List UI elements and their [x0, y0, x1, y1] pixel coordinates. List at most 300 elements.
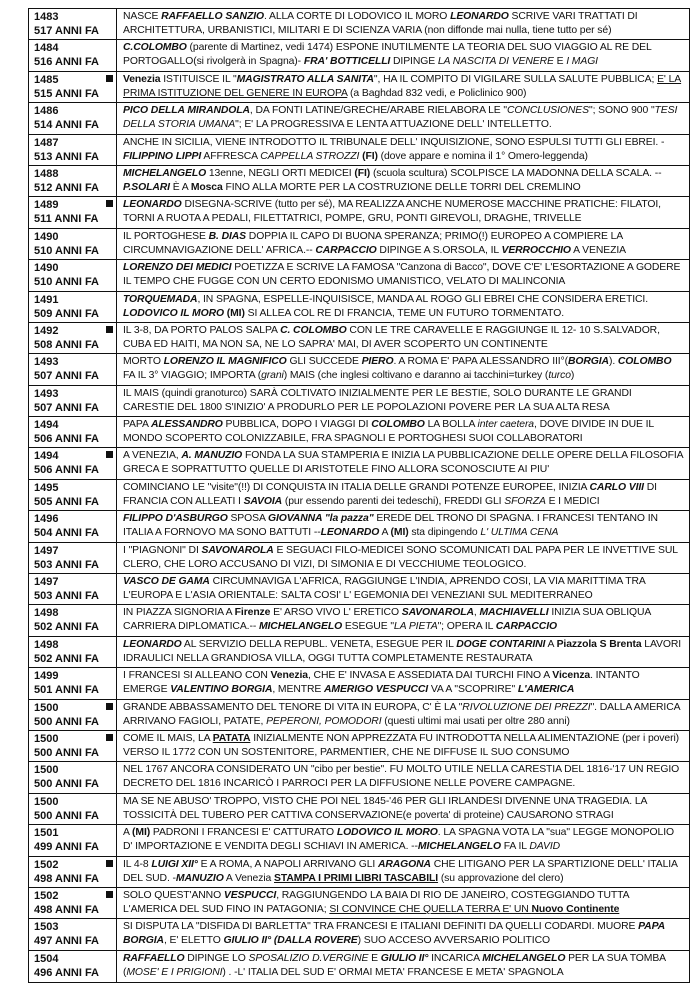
text-segment: MANUZIO	[175, 872, 224, 884]
year-label: 1490	[34, 230, 59, 243]
year-cell	[29, 637, 117, 667]
year-cell	[29, 72, 117, 102]
text-segment: DI FRANCIA CON ALLEATI I	[123, 481, 657, 507]
text-segment: SOLO QUEST'ANNO	[123, 889, 224, 901]
text-segment: ) . -L' ITALIA DEL SUD E' ORMAI META' FRANCESE E META' SPAGNOLA	[222, 966, 564, 978]
text-segment: ESEGUE "	[342, 621, 394, 633]
square-bullet-icon	[106, 200, 113, 207]
text-segment: ARAGONA	[377, 858, 431, 870]
text-segment: FILIPPINO LIPPI	[123, 150, 202, 162]
year-cell	[29, 951, 117, 982]
table-row	[29, 40, 689, 71]
text-segment: MICHELANGELO	[482, 952, 566, 964]
text-segment: LODOVICO IL MORO	[336, 827, 438, 839]
text-segment: 13enne, NEGLI ORTI MEDICEI	[206, 167, 355, 179]
event-description	[117, 574, 689, 604]
text-segment: CARPACCIO	[495, 621, 557, 633]
year-cell	[29, 605, 117, 635]
text-segment: , IN SPAGNA, ESPELLE-INQUISISCE, MANDA AL ROGO GLI EBREI CHE CONSIDERA ERETICI.	[197, 293, 648, 305]
years-ago-label: 507 ANNI FA	[34, 401, 100, 414]
event-description	[117, 888, 689, 918]
years-ago-label: 502 ANNI FA	[34, 621, 100, 634]
text-segment: VASCO DE GAMA	[123, 576, 210, 588]
year-label: 1500	[34, 764, 59, 777]
text-segment: GRANDE ABBASSAMENTO DEL TENORE DI VITA IN EUROPA, C' È LA "	[123, 701, 463, 713]
table-row	[29, 637, 689, 668]
text-segment: , CHE E' INVASA E ASSEDIATA DAI TURCHI FINO A	[307, 670, 553, 682]
table-row	[29, 323, 689, 354]
text-segment: LEONARDO	[450, 11, 509, 22]
text-segment: GLI SUCCEDE	[286, 356, 362, 368]
years-ago-label: 498 ANNI FA	[34, 903, 100, 916]
event-description	[117, 229, 689, 259]
year-label: 1493	[34, 387, 59, 400]
square-bullet-icon	[106, 860, 113, 867]
text-segment: PICO DELLA MIRANDOLA	[123, 105, 250, 117]
text-segment: I MAGI	[566, 56, 598, 68]
text-segment: IL PORTOGHESE	[123, 230, 209, 242]
text-segment: COLOMBO	[617, 356, 672, 368]
text-segment: GIULIO II°	[380, 952, 429, 964]
text-segment: MACHIAVELLI	[479, 607, 549, 619]
event-description	[117, 72, 689, 102]
text-segment: LORENZO DEI MEDICI	[123, 262, 232, 274]
text-segment: . ALLA CORTE DI LODOVICO IL MORO	[263, 11, 451, 22]
square-bullet-icon	[106, 451, 113, 458]
event-description	[117, 260, 689, 290]
year-cell	[29, 448, 117, 478]
event-description	[117, 135, 689, 165]
table-row	[29, 103, 689, 134]
event-description	[117, 825, 689, 855]
text-segment: A Venezia	[223, 872, 275, 884]
years-ago-label: 513 ANNI FA	[34, 150, 100, 163]
text-segment: (a Baghdad 832 vedi, e Policlinico 900)	[347, 87, 527, 99]
table-row	[29, 197, 689, 228]
text-segment: C. COLOMBO	[280, 324, 347, 336]
table-row	[29, 731, 689, 762]
year-cell	[29, 386, 117, 416]
years-ago-label: 500 ANNI FA	[34, 746, 100, 759]
text-segment: LORENZO IL MAGNIFICO	[163, 356, 287, 368]
years-ago-label: 503 ANNI FA	[34, 558, 100, 571]
text-segment: ". DALLA AMERICA ARRIVANO FAGIOLI, PATATE,	[123, 701, 680, 727]
years-ago-label: 500 ANNI FA	[34, 809, 100, 822]
event-description	[117, 9, 689, 39]
text-segment: E I MEDICI	[545, 495, 600, 507]
text-segment: DIPINGE A S.ORSOLA, IL	[376, 244, 502, 256]
text-segment: A	[545, 638, 557, 650]
text-segment: C.COLOMBO	[123, 42, 187, 54]
year-label: 1498	[34, 638, 59, 651]
years-ago-label: 517 ANNI FA	[34, 25, 100, 37]
text-segment: , E' ELETTO	[163, 935, 224, 947]
table-row	[29, 762, 689, 793]
text-segment: "; OPERA IL	[437, 621, 496, 633]
text-segment: B. DIAS	[208, 230, 247, 242]
text-segment: A VENEZIA	[570, 244, 626, 256]
year-label: 1497	[34, 576, 59, 589]
square-bullet-icon	[106, 75, 113, 82]
year-cell	[29, 511, 117, 541]
text-segment: (FI)	[354, 167, 371, 179]
text-segment: MOSE' E I PRIGIONI	[126, 966, 223, 978]
text-segment: NASCE	[123, 11, 162, 22]
text-segment: CARLO VIII	[589, 481, 644, 493]
year-cell	[29, 354, 117, 384]
table-row	[29, 668, 689, 699]
text-segment: È A	[169, 181, 191, 193]
year-label: 1487	[34, 136, 59, 149]
text-segment: L' ULTIMA CENA	[480, 527, 559, 539]
text-segment: PER LA SUA TOMBA (	[123, 952, 666, 978]
text-segment: grani	[261, 370, 284, 382]
year-cell	[29, 197, 117, 227]
text-segment: DAVID	[529, 841, 561, 853]
year-label: 1497	[34, 544, 59, 557]
text-segment: MICHELANGELO	[417, 841, 501, 853]
text-segment: GIULIO II° (DALLA ROVERE	[223, 935, 358, 947]
text-segment: ANCHE IN SICILIA, VIENE INTRODOTTO IL TRIBUNALE DELL' INQUISIZIONE, SONO ESPULSI TUTTI GLI EBREI. -	[123, 136, 665, 148]
text-segment: Venezia	[270, 670, 308, 682]
event-description	[117, 417, 689, 447]
text-segment: MICHELANGELO	[123, 167, 207, 179]
years-ago-label: 504 ANNI FA	[34, 527, 100, 540]
text-segment: COLOMBO	[371, 419, 425, 431]
text-segment: (FI)	[362, 150, 378, 162]
text-segment: LA PIETA	[393, 621, 438, 633]
year-label: 1501	[34, 827, 59, 840]
text-segment: DISEGNA-SCRIVE (tutto per sé), MA REALIZZA ANCHE NUMEROSE MACCHINE PRATICHE: FILATOI, TORNI A RUOTA A PEDALI, FILETTATRICI, POMPE, GRU, PONTI GIREVOLI, DRAGHE, TRIVELLE	[123, 199, 661, 225]
table-row	[29, 417, 689, 448]
text-segment: SAVONAROLA	[201, 544, 274, 556]
text-segment: INCARICA	[428, 952, 483, 964]
text-segment: AMERIGO VESPUCCI	[324, 684, 429, 696]
table-row	[29, 794, 689, 825]
years-ago-label: 503 ANNI FA	[34, 590, 100, 603]
text-segment: A. MANUZIO	[181, 450, 243, 462]
text-segment: SI CONVINCE CHE QUELLA TERRA E' UN	[329, 903, 532, 915]
text-segment: FA IL 3° VIAGGIO; IMPORTA (	[123, 370, 262, 382]
text-segment: DIPINGE	[390, 56, 438, 68]
text-segment: DIPINGE LO	[184, 952, 249, 964]
text-segment: AFFRESCA	[201, 150, 261, 162]
years-ago-label: 515 ANNI FA	[34, 87, 100, 100]
year-cell	[29, 857, 117, 887]
text-segment: A	[379, 527, 391, 539]
event-description	[117, 668, 689, 698]
year-label: 1498	[34, 607, 59, 620]
text-segment: STAMPA I PRIMI LIBRI TASCABILI	[274, 872, 439, 884]
year-cell	[29, 825, 117, 855]
text-segment: PIERO	[361, 356, 394, 368]
text-segment: P.SOLARI	[123, 181, 170, 193]
text-segment: SAVONAROLA	[401, 607, 474, 619]
text-segment: PADRONI I FRANCESI E' CATTURATO	[150, 827, 337, 839]
table-row	[29, 135, 689, 166]
table-row	[29, 919, 689, 950]
table-row	[29, 229, 689, 260]
table-row	[29, 9, 689, 40]
text-segment: VERROCCHIO	[501, 244, 571, 256]
years-ago-label: 510 ANNI FA	[34, 244, 100, 257]
table-row	[29, 292, 689, 323]
text-segment: A VENEZIA,	[123, 450, 182, 462]
event-description	[117, 448, 689, 478]
year-label: 1503	[34, 921, 59, 934]
text-segment: CARPACCIO	[315, 244, 377, 256]
text-segment: CON LE TRE CARAVELLE E RAGGIUNGE IL 12- 10 S.SALVADOR, CUBA ED HAITI, MA NON SA, NE LO SAPRA' MAI, DI AVER SCOPERTO UN CONTINENTE	[123, 324, 660, 350]
text-segment: CONCLUSIONES	[507, 105, 589, 117]
text-segment: TORQUEMADA	[123, 293, 198, 305]
text-segment: SI ALLEA COL RE DI FRANCIA, TEME UN FUTURO TORMENTATO.	[244, 307, 565, 319]
year-label: 1494	[34, 419, 59, 432]
event-description	[117, 700, 689, 730]
event-description	[117, 731, 689, 761]
text-segment: SPOSALIZIO D.VERGINE	[248, 952, 369, 964]
event-description	[117, 292, 689, 322]
text-segment: ) SUO ACCESO AVVERSARIO POLITICO	[357, 935, 550, 947]
event-description	[117, 511, 689, 541]
table-row	[29, 857, 689, 888]
text-segment: (questi ultimi mai usati per oltre 280 anni)	[381, 715, 570, 727]
text-segment: . INTANTO EMERGE	[123, 670, 640, 696]
text-segment: E' LA PRIMA ISTITUZIONE DEL GENERE IN EUROPA	[123, 73, 682, 99]
text-segment: CIRCUMNAVIGA L'AFRICA, RAGGIUNGE L'INDIA, APRENDO COSI, LA VIA MARITTIMA TRA L'EUROPA E L'ASIA ORIENTALE: SALTA COSI' L' EGEMONIA DEI VENEZIANI SUL MEDITERRANEO	[123, 576, 646, 602]
text-segment: IL 3-8, DA PORTO PALOS SALPA	[123, 324, 281, 336]
event-description	[117, 103, 689, 133]
text-segment: MAGISTRATO ALLA SANITA	[236, 73, 374, 85]
text-segment: (parente di Martinez, vedi 1474) ESPONE INUTILMENTE LA TEORIA DEL SUO VIAGGIO AL RE DEL PORTOGALLO(si rivolgerà in Spagna)-	[123, 42, 652, 68]
text-segment: "; E' LA PROGRESSIVA E LENTA ATTUAZIONE DELL' INTELLETTO.	[235, 119, 552, 131]
year-cell	[29, 731, 117, 761]
text-segment: A	[123, 827, 133, 839]
text-segment: inter caetera	[477, 419, 534, 431]
square-bullet-icon	[106, 703, 113, 710]
text-segment: ISTITUISCE IL "	[160, 73, 237, 85]
text-segment: ) MAIS (che inglesi coltivano e daranno ai tacchini=turkey (	[283, 370, 549, 382]
text-segment: DOGE CONTARINI	[456, 638, 546, 650]
table-row	[29, 543, 689, 574]
text-segment: NEL 1767 ANCORA CONSIDERATO UN "cibo per bestie". FU MOLTO UTILE NELLA CARESTIA DEL 1816-'17 UN REGIO DECRETO DEL 1816 INCARICÒ I PARROCI PER LA DIFFUSIONE NELLE POVERE CAMPAGNE.	[123, 764, 680, 790]
text-segment: E	[368, 952, 381, 964]
text-segment: FRA' BOTTICELLI	[303, 56, 391, 68]
text-segment: LUIGI XII°	[151, 858, 198, 870]
year-cell	[29, 543, 117, 573]
text-segment: LA BOLLA	[424, 419, 478, 431]
event-description	[117, 919, 689, 949]
text-segment: FILIPPO D'ASBURGO	[123, 513, 228, 525]
text-segment: SI DISPUTA LA "DISFIDA DI BARLETTA" TRA FRANCESI E ITALIANI DEFINITI DA QUELLI CODARDI. MUORE	[123, 921, 639, 933]
year-cell	[29, 762, 117, 792]
year-label: 1502	[34, 889, 59, 902]
text-segment: , DOVE DIVIDE IN DUE IL MONDO SCOPERTO COLONIZZABILE, FRA SPAGNOLI E PORTOGHESI SUOI COLLABORATORI	[123, 419, 654, 445]
year-cell	[29, 700, 117, 730]
text-segment: . LA SPAGNA VOTA LA "sua" LEGGE MONOPOLIO D' IMPORTAZIONE E VENDITA DEGLI SCHIAVI IN AMERICA. --	[123, 827, 674, 853]
text-segment: L'AMERICA	[517, 684, 575, 696]
square-bullet-icon	[106, 734, 113, 741]
text-segment: CAPPELLA STROZZI	[260, 150, 360, 162]
text-segment: MORTO	[123, 356, 164, 368]
years-ago-label: 516 ANNI FA	[34, 56, 100, 69]
event-description	[117, 197, 689, 227]
year-label: 1504	[34, 952, 59, 965]
event-description	[117, 386, 689, 416]
text-segment: Firenze	[234, 607, 271, 619]
text-segment: Venezia	[123, 73, 161, 85]
text-segment: PAPA	[123, 419, 151, 431]
text-segment: E	[553, 56, 567, 68]
year-cell	[29, 9, 117, 39]
event-description	[117, 794, 689, 824]
event-description	[117, 637, 689, 667]
text-segment: ).	[608, 356, 618, 368]
years-ago-label: 511 ANNI FA	[34, 213, 99, 226]
text-segment: RAFFAELLO SANZIO	[161, 11, 264, 22]
event-description	[117, 762, 689, 792]
table-row	[29, 951, 689, 982]
year-cell	[29, 103, 117, 133]
years-ago-label: 502 ANNI FA	[34, 652, 100, 665]
year-label: 1490	[34, 262, 59, 275]
text-segment: SPOSA	[227, 513, 268, 525]
year-label: 1491	[34, 293, 59, 306]
table-row	[29, 700, 689, 731]
text-segment: COMINCIANO LE "visite"(!!) DI CONQUISTA IN ITALIA DELLE GRANDI POTENZE EUROPEE, INIZIA	[123, 481, 590, 493]
text-segment: Nuovo Continente	[531, 903, 620, 915]
text-segment: (dove appare e nomina il 1° Omero-leggenda)	[377, 150, 588, 162]
year-cell	[29, 574, 117, 604]
years-ago-label: 510 ANNI FA	[34, 276, 100, 289]
text-segment: (MI)	[226, 307, 245, 319]
event-description	[117, 166, 689, 196]
year-label: 1492	[34, 324, 59, 337]
year-cell	[29, 480, 117, 510]
text-segment: ", HA IL COMPITO DI VIGILARE SULLA SALUTE PUBBLICA;	[373, 73, 658, 85]
text-segment: (scuola scultura) SCOLPISCE LA MADONNA DELLA SCALA. --	[370, 167, 662, 179]
text-segment: MA SE NE ABUSO' TROPPO, VISTO CHE POI NEL 1845-'46 PER GLI IRLANDESI DIVENNE UNA TRAGEDIA. LA TOSSICITÀ DEL TUBERO PER CATTIVA CONSERVAZIONE(e poverta' di proteine) CAUSARONO STRAGI	[123, 795, 647, 821]
years-ago-label: 509 ANNI FA	[34, 307, 100, 320]
year-label: 1488	[34, 167, 59, 180]
text-segment: (su approvazione del clero)	[438, 872, 564, 884]
table-row	[29, 511, 689, 542]
chronology-table	[28, 8, 690, 983]
text-segment: MICHELANGELO	[258, 621, 343, 633]
text-segment: VALENTINO BORGIA	[170, 684, 273, 696]
table-row	[29, 448, 689, 479]
years-ago-label: 499 ANNI FA	[34, 841, 100, 854]
square-bullet-icon	[106, 891, 113, 898]
year-cell	[29, 323, 117, 353]
year-label: 1502	[34, 858, 59, 871]
text-segment: PAPA BORGIA	[123, 921, 665, 947]
text-segment: COME IL MAIS, LA	[123, 732, 213, 744]
year-cell	[29, 229, 117, 259]
text-segment: VA A "SCOPRIRE"	[428, 684, 518, 696]
text-segment: VESPUCCI	[223, 889, 277, 901]
text-segment: PEPERONI, POMODORI	[266, 715, 382, 727]
table-row	[29, 574, 689, 605]
text-segment: (MI)	[132, 827, 151, 839]
table-row	[29, 605, 689, 636]
text-segment: POETIZZA E SCRIVE LA FAMOSA "Canzona di Bacco", DOVE C'E' L'ESORTAZIONE A GODERE IL TEMPO CHE FUGGE CON UN CERTO EDONISMO UMANISTICO, VELATO DI MALINCONIA	[123, 262, 681, 288]
text-segment: AL SERVIZIO DELLA REPUBL. VENETA, ESEGUE PER IL	[181, 638, 457, 650]
text-segment: )	[570, 370, 575, 382]
year-label: 1496	[34, 513, 59, 526]
years-ago-label: 501 ANNI FA	[34, 684, 100, 697]
event-description	[117, 480, 689, 510]
year-label: 1489	[34, 199, 59, 212]
years-ago-label: 506 ANNI FA	[34, 433, 100, 446]
text-segment: FINO ALLA MORTE PER LA COSTRUZIONE DELLE TORRI DEL CREMLINO	[222, 181, 581, 193]
event-description	[117, 354, 689, 384]
year-label: 1493	[34, 356, 59, 369]
year-label: 1500	[34, 701, 59, 714]
text-segment: TESI DELLA STORIA UMANA	[123, 105, 678, 131]
text-segment: CHE LITIGANO PER LA SPARTIZIONE DELL' ITALIA DEL SUD. -	[123, 858, 678, 884]
text-segment: SAVOIA	[243, 495, 283, 507]
table-row	[29, 888, 689, 919]
table-row	[29, 825, 689, 856]
square-bullet-icon	[106, 326, 113, 333]
text-segment: E' ARSO VIVO L' ERETICO	[270, 607, 402, 619]
years-ago-label: 497 ANNI FA	[34, 935, 100, 948]
text-segment: Piazzola S Brenta	[556, 638, 642, 650]
text-segment: ,	[473, 607, 480, 619]
year-cell	[29, 888, 117, 918]
table-row	[29, 480, 689, 511]
year-cell	[29, 135, 117, 165]
text-segment: INIZIA SUA OBLIQUA CARRIERA DIPLOMATICA.--	[123, 607, 651, 633]
year-cell	[29, 40, 117, 70]
event-description	[117, 857, 689, 887]
text-segment: sta dipingendo	[408, 527, 481, 539]
text-segment: , RAGGIUNGENDO LA BAIA DI RIO DE JANEIRO, COSTEGGIANDO TUTTA L'AMERICA DEL SUD FINO IN PATAGONIA;	[123, 889, 629, 915]
text-segment: FONDA LA SUA STAMPERIA E INIZIA LA PUBBLICAZIONE DELLE OPERE DELLA FILOSOFIA GRECA E SOPRATTUTTO QUELLE DI ARISTOTELE FINO ALLORA SCONOSCIUTE AI PIU'	[123, 450, 683, 476]
year-label: 1483	[34, 11, 59, 23]
event-description	[117, 951, 689, 982]
text-segment: LAVORI IDRAULICI NELLA GRANDIOSA VILLA, OGGI TUTTA COMPLETAMENTE RESTAURATA	[123, 638, 682, 664]
text-segment: SFORZA	[504, 495, 546, 507]
text-segment: E A ROMA, A NAPOLI ARRIVANO GLI	[197, 858, 378, 870]
text-segment: E SEGUACI FILO-MEDICEI SONO SCOMUNICATI DAL PAPA PER LE INVETTIVE SUL CLERO, CHE LORO ACCUSANO DI VIZI, DI SIMONIA E DI VECCHIUME TEOLOGICO.	[123, 544, 678, 570]
year-label: 1486	[34, 105, 59, 118]
text-segment: FA IL	[500, 841, 530, 853]
year-cell	[29, 794, 117, 824]
text-segment: BORGIA	[567, 356, 609, 368]
year-label: 1495	[34, 481, 59, 494]
year-cell	[29, 260, 117, 290]
event-description	[117, 323, 689, 353]
text-segment: RAFFAELLO	[123, 952, 185, 964]
text-segment: . A ROMA E' PAPA ALESSANDRO III°(	[393, 356, 568, 368]
text-segment: turco	[548, 370, 571, 382]
text-segment: INIZIALMENTE NON APPREZZATA FU INTRODOTTA NELLA ALIMENTAZIONE (per i poveri) VERSO IL 1772 CON UN SOSTENITORE, PARMENTIER, CHE NE DIFFUSE IL SUO CONSUMO	[123, 732, 680, 758]
text-segment: LODOVICO IL MORO	[123, 307, 224, 319]
text-segment: "; SONO 900 "	[588, 105, 655, 117]
years-ago-label: 498 ANNI FA	[34, 872, 100, 885]
text-segment: SCRIVE VARI TRATTATI DI ARCHITETTURA, URBANISTICI, MILITARI E DI SCIENZA VARIA (non diffonde mai nulla, tiene tutto per sé)	[123, 11, 638, 36]
year-label: 1500	[34, 732, 59, 745]
year-label: 1494	[34, 450, 59, 463]
year-label: 1499	[34, 670, 59, 683]
text-segment: IL 4-8	[123, 858, 152, 870]
year-label: 1485	[34, 73, 59, 86]
years-ago-label: 507 ANNI FA	[34, 370, 100, 383]
text-segment: I FRANCESI SI ALLEANO CON	[123, 670, 271, 682]
text-segment: (pur essendo parenti dei tedeschi), FREDDI GLI	[282, 495, 505, 507]
table-row	[29, 354, 689, 385]
